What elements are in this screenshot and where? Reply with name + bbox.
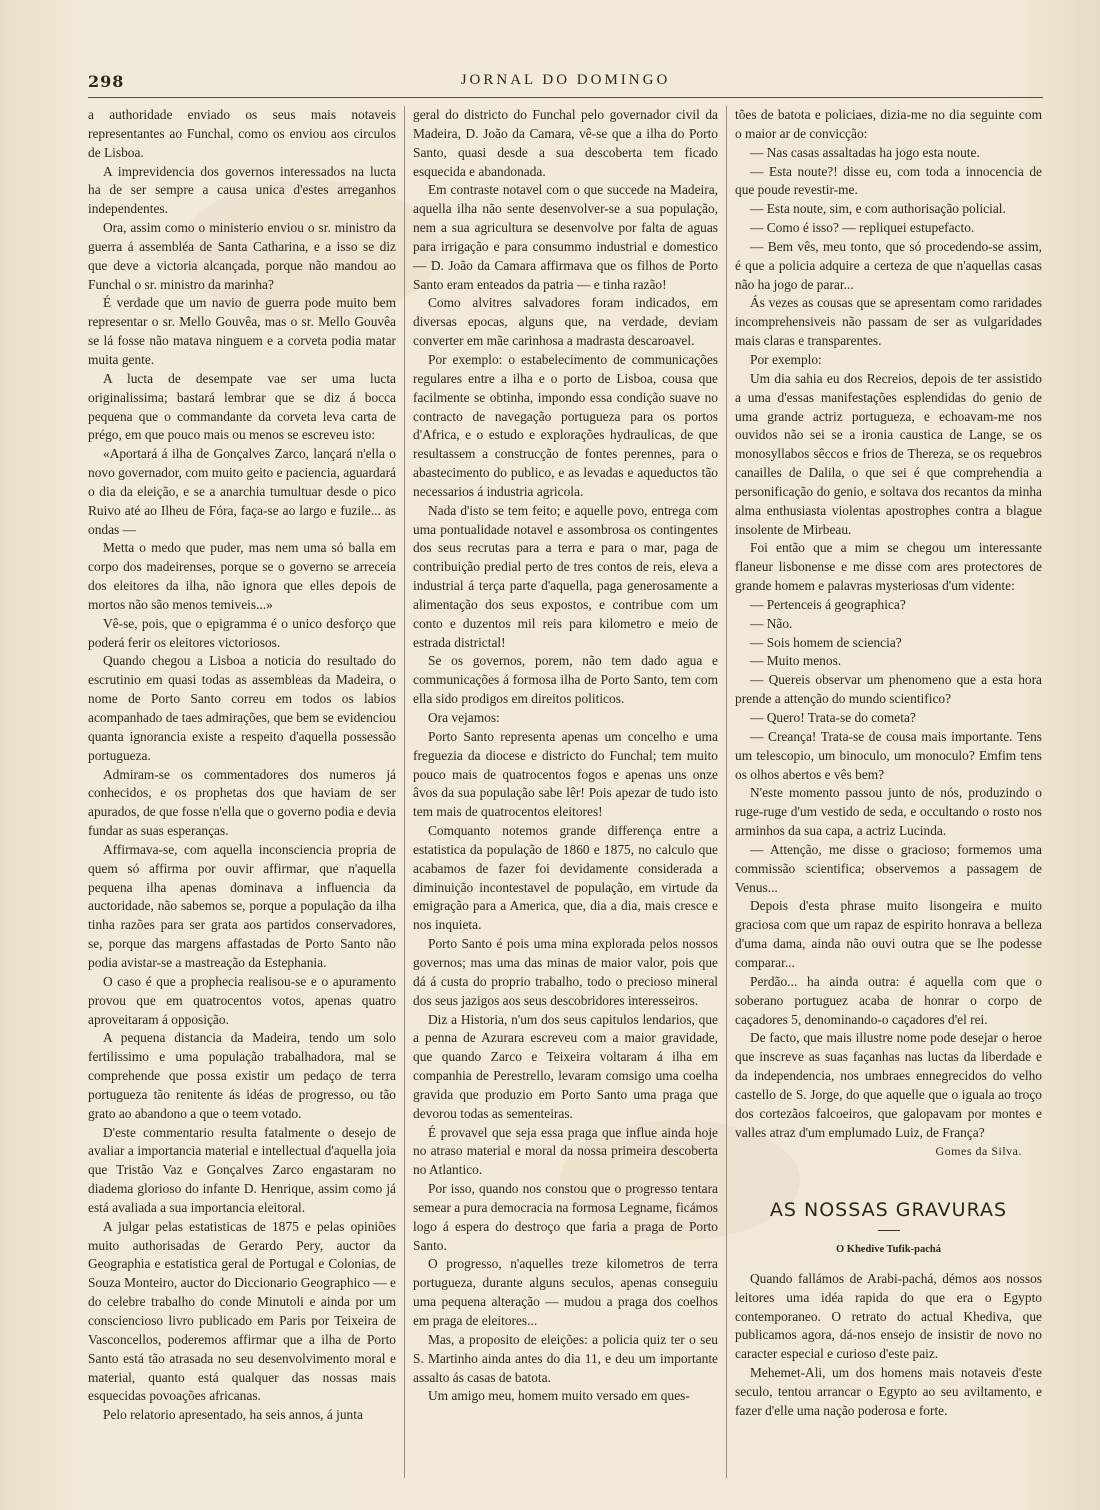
- paragraph: Comquanto notemos grande differença entre a estatistica da população de 1860 e 1875, no calculo que acabamos de fazer foi devidamente considerada a diminuição incontestavel de população, em virtude da emigração para a America, que, dia a dia, mais cresce e nos inquieta.: [413, 823, 718, 933]
- paragraph: — Attenção, me disse o gracioso; formemos uma commissão scientifica; observemos a passagem de Venus...: [735, 841, 1042, 895]
- paragraph: geral do districto do Funchal pelo governador civil da Madeira, D. João da Camara, vê-se que a ilha do Porto Santo, quasi desde a sua descoberta tem ficado esquecida e abandonada.: [413, 107, 718, 179]
- paragraph: Vê-se, pois, que o epigramma é o unico desforço que poderá ferir os eleitores victoriosos.: [88, 615, 396, 650]
- paragraph: — Bem vês, meu tonto, que só procedendo-se assim, é que a policia adquire a certeza de que n'aquellas casas não ha jogo de parar...: [735, 238, 1042, 292]
- paragraph: D'este commentario resulta fatalmente o desejo de avaliar a importancia material e intellectual d'aquella joia que Tristão Vaz e Gonçalves Zarco engastaram no diadema glorioso do infante D. Henrique, assim como já está avaliada a sua importancia eleitoral.: [88, 1124, 396, 1215]
- section-rule: [878, 1230, 900, 1231]
- paragraph: tões de batota e policiaes, dizia-me no dia seguinte com o maior ar de convicção:: [735, 107, 1042, 141]
- paragraph: Nada d'isto se tem feito; e aquelle povo, entrega com uma pontualidade notavel e assombrosa os contingentes dos seus recrutas para a terra e para o mar, paga de contribuição predial perto de tres contos de reis, eleva a industrial á terça parte d'aquella, paga generosamente a alimentação dos seus expostos, e contribue com um conto e duzentos mil reis para kilometro e meio de estrada districtal!: [413, 502, 718, 650]
- paragraph: Foi então que a mim se chegou um interessante flaneur lisbonense e me disse com ares protectores de grande homem e palavras mysteriosas d'um vidente:: [735, 540, 1042, 594]
- paragraph: — Creança! Trata-se de cousa mais importante. Tens um telescopio, um binoculo, um monoculo? Emfim tens os olhos abertos e vês bem?: [735, 728, 1042, 782]
- column-divider: [726, 106, 727, 1478]
- header-rule: [88, 97, 1043, 98]
- paragraph: De facto, que mais illustre nome pode desejar o heroe que inscreve as suas façanhas nas luctas da liberdade e da independencia, nos umbraes ennegrecidos do velho castello de S. Jorge, do que aquelle que o iguala ao troço dos cortezãos falcoeiros, que galopavam por montes e valles atraz d'um emplumado Luiz, de França?: [735, 1030, 1042, 1140]
- paragraph: — Como é isso? — repliquei estupefacto.: [750, 220, 975, 236]
- paragraph: Em contraste notavel com o que succede na Madeira, aquella ilha não sente desenvolver-se a sua população, nem a sua agricultura se desenvolve por falta de aguas para irrigação e para consummo industrial e domestico — D. João da Camara affirmava que os filhos de Porto Santo eram enteados da patria — e tinha razão!: [413, 182, 718, 292]
- paragraph: É provavel que seja essa praga que influe ainda hoje no atraso material e moral da nossa primeira descoberta no Atlantico.: [413, 1124, 718, 1178]
- paragraph: N'este momento passou junto de nós, produzindo o ruge-ruge d'um vestido de seda, e occultando o rosto nos arminhos da sua capa, a actriz Lucinda.: [735, 785, 1042, 839]
- section-body: [735, 1270, 1042, 1421]
- column-3-body: [735, 106, 1042, 1142]
- paragraph: Por exemplo:: [750, 351, 822, 367]
- paragraph: Como alvitres salvadores foram indicados, em diversas epocas, alguns que, na verdade, deviam converter em mãe carinhosa a madrasta descaroavel.: [413, 295, 718, 349]
- paragraph: — Sois homem de sciencia?: [750, 634, 902, 650]
- paragraph: — Muito menos.: [750, 653, 842, 669]
- paragraph: A imprevidencia dos governos interessados na lucta ha de ser sempre a causa unica d'estes arreganhos independentes.: [88, 163, 396, 217]
- paragraph: Metta o medo que puder, mas nem uma só balla em corpo dos madeirenses, porque se o governo se arreceia dos eleitores da ilha, não ignora que elles depois de mortos não são menos temiveis...»: [88, 540, 396, 612]
- paragraph: «Aportará á ilha de Gonçalves Zarco, lançará n'ella o novo governador, com muito geito e paciencia, aguardará o dia da eleição, e se a anarchia tumultuar desde o pico Ruivo até ao Ilheu de Fóra, faça-se ao largo e fuzile... as ondas —: [88, 446, 396, 537]
- paragraph: Diz a Historia, n'um dos seus capitulos lendarios, que a penna de Azurara escreveu com a maior gravidade, que quando Zarco e Teixeira voltaram á ilha em companhia de Perestrello, levaram comsigo uma coelha gravida que produzio em Porto Santo uma praga que devorou todas as sementeiras.: [413, 1011, 718, 1121]
- paragraph: a authoridade enviado os seus mais notaveis representantes ao Funchal, como os enviou aos circulos de Lisboa.: [88, 107, 396, 160]
- text-column-2: [413, 106, 718, 1406]
- paragraph: Mas, a proposito de eleições: a policia quiz ter o seu S. Martinho ainda antes do dia 11, e deu um importante assalto ás casas de batota.: [413, 1331, 718, 1385]
- paragraph: O progresso, n'aquelles treze kilometros de terra portugueza, durante alguns seculos, apenas conseguiu uma pequena alteração — mudou a praga dos coelhos em praga de eleitores...: [413, 1256, 718, 1328]
- text-column-3: [735, 106, 1042, 1421]
- paragraph: — Quero! Trata-se do cometa?: [750, 710, 916, 725]
- paragraph: Admiram-se os commentadores dos numeros já conhecidos, e os prophetas dos que haviam de ser apurados, de que fosse n'ella que o governo podia e devia fundar as suas esperanças.: [88, 766, 396, 839]
- text-column-1: [88, 106, 396, 1425]
- author-signature: Gomes da Silva.: [935, 1144, 1022, 1159]
- paragraph: A pequena distancia da Madeira, tendo um solo fertilissimo e uma população trabalhadora, mal se comprehende que possa existir um pedaço de terra portugueza tão renitente ás idéas de progresso, ou tão grato ao abandono a que o teem votado.: [88, 1030, 396, 1121]
- paragraph: Affirmava-se, com aquella inconsciencia propria de quem só affirma por ouvir affirmar, que n'aquella pequena ilha apenas dominava a influencia da auctoridade, não sabemos se, porque a população da ilha tinha razões para ser grata aos partidos conservadores, se, porque das margens affastadas de Porto Santo não podia avistar-se a mastreação da Estephania.: [88, 841, 396, 970]
- paragraph: Mehemet-Ali, um dos homens mais notaveis d'este seculo, tentou arrancar o Egypto ao seu aviltamento, e fazer d'elle uma nação poderosa e forte.: [735, 1365, 1042, 1418]
- paragraph: Ora vejamos:: [428, 710, 500, 725]
- section-title: AS NOSSAS GRAVURAS: [769, 1199, 1008, 1222]
- paragraph: Perdão... ha ainda outra: é aquella com que o soberano portuguez acaba de honrar o corpo de caçadores 5, denominando-o caçadores d'el rei.: [735, 973, 1042, 1027]
- paragraph: — Esta noute, sim, e com authorisação policial.: [750, 201, 1006, 217]
- column-divider: [404, 106, 405, 1478]
- paragraph: Depois d'esta phrase muito lisongeira e muito graciosa com que um rapaz de espirito honrava a belleza d'uma dama, ainda não ouvi outra que se lhe podesse comparar...: [735, 898, 1042, 970]
- paragraph: Um dia sahia eu dos Recreios, depois de ter assistido a uma d'essas manifestações esplendidas do genio de uma grande actriz portugueza, e echoavam-me nos ouvidos não sei se a ironia caustica de Lange, se os monosyllabos sêccos e frios de Thereza, se os requebros canailles de Dalila, o que sei é que comprehendia a personificação do genio, e soltava dos recantos da minha alma enthusiasta violentas apostrophes contra a blague insolente de Mirbeau.: [735, 370, 1042, 537]
- paragraph: — Não.: [750, 615, 793, 631]
- paragraph: A julgar pelas estatisticas de 1875 e pelas opiniões muito authorisadas de Gerardo Pery, auctor da Geographia e estatistica geral de Portugal e Colonias, de Souza Monteiro, auctor do Diccionario Geographico — e do celebre trabalho do conde Minutoli e ainda por um consciencioso livro publicado em Paris por Teixeira de Vasconcellos, poderemos affirmar que a ilha de Porto Santo está tão atrasada no seu desenvolvimento moral e material, quanto está qualquer das nossas mais esquecidas povoações africanas.: [88, 1218, 396, 1404]
- paragraph: Quando fallámos de Arabi-pachá, démos aos nossos leitores uma idéa rapida do que era o Egypto contemporaneo. O retrato do actual Khediva, que publicamos agora, dá-nos ensejo de insistir de novo no caracter especial e curioso d'este paiz.: [735, 1270, 1042, 1362]
- paragraph: Porto Santo representa apenas um concelho e uma freguezia da diocese e districto do Funchal; tem muito pouco mais de quatrocentos fogos e apenas uns onze âvos da sua população sabe lêr! Pois apezar de tudo isto tem mais de quatrocentos eleitores!: [413, 728, 718, 820]
- paragraph: O caso é que a prophecia realisou-se e o apuramento provou que em quatrocentos votos, apenas quatro aproveitaram á opposição.: [88, 973, 396, 1027]
- paragraph: Porto Santo é pois uma mina explorada pelos nossos governos; mas uma das minas de maior valor, pois que dá á custa do proprio trabalho, todo o precioso mineral dos seus jazigos aos seus descobridores interesseiros.: [413, 936, 718, 1008]
- section-subtitle: O Khedive Tufik-pachá: [835, 1244, 942, 1256]
- paragraph: É verdade que um navio de guerra pode muito bem representar o sr. Mello Gouvêa, mas o sr. Mello Gouvêa se lá fosse não matava ninguem e a corveta podia matar muita gente.: [88, 295, 396, 367]
- paragraph: Pelo relatorio apresentado, ha seis annos, á junta: [103, 1407, 363, 1423]
- paragraph: Ás vezes as cousas que se apresentam como raridades incomprehensiveis não passam de ser as vulgaridades mais claras e transparentes.: [735, 295, 1042, 349]
- paragraph: Ora, assim como o ministerio enviou o sr. ministro da guerra á assembléa de Santa Catharina, e a isso se diz que deve a victoria alcançada, porque não mandou ao Funchal o sr. ministro da marinha?: [88, 220, 396, 292]
- journal-title: JORNAL DO DOMINGO: [460, 72, 671, 88]
- paragraph: Quando chegou a Lisboa a noticia do resultado do escrutinio em quasi todas as assembleas da Madeira, o nome de Porto Santo correu em todos os labios acompanhado de taes admirações, que bem se evidenciou quanta ignorancia existe a respeito d'aquella possessão portugueza.: [88, 653, 396, 763]
- paragraph: Se os governos, porem, não tem dado agua e communicações á formosa ilha de Porto Santo, tem com ella sido prodigos em direitos politicos.: [413, 653, 718, 707]
- paragraph: — Pertenceis á geographica?: [750, 596, 906, 612]
- paragraph: Por isso, quando nos constou que o progresso tentara semear a pura democracia na formosa Legname, ficámos logo á espera do destroço que faria a praga de Porto Santo.: [413, 1181, 718, 1253]
- paragraph: A lucta de desempate vae ser uma lucta originalissima; bastará lembrar que se diz á bocca pequena que o commandante da corveta leva carta de prégo, em que pouco mais ou menos se escreveu isto:: [88, 370, 396, 443]
- paragraph: — Esta noute?! disse eu, com toda a innocencia de que poude revestir-me.: [735, 163, 1042, 198]
- page-number: 298: [88, 72, 125, 91]
- paragraph: Por exemplo: o estabelecimento de communicações regulares entre a ilha e o porto de Lisboa, cousa que facilmente se obtinha, impondo essa condição suave no contracto de navegação portugueza para os portos d'Africa, e o estudo e explorações hydraulicas, de que resultassem a construcção de fontes perennes, para o abastecimento do publico, e as levadas e aqueductos tão necessarios á industria agricola.: [413, 351, 718, 499]
- page-header: [88, 72, 1043, 94]
- paragraph: — Quereis observar um phenomeno que a esta hora prende a attenção do mundo scientifico?: [735, 672, 1042, 707]
- paragraph: — Nas casas assaltadas ha jogo esta noute.: [750, 144, 980, 160]
- paragraph: Um amigo meu, homem muito versado em ques-: [428, 1388, 690, 1404]
